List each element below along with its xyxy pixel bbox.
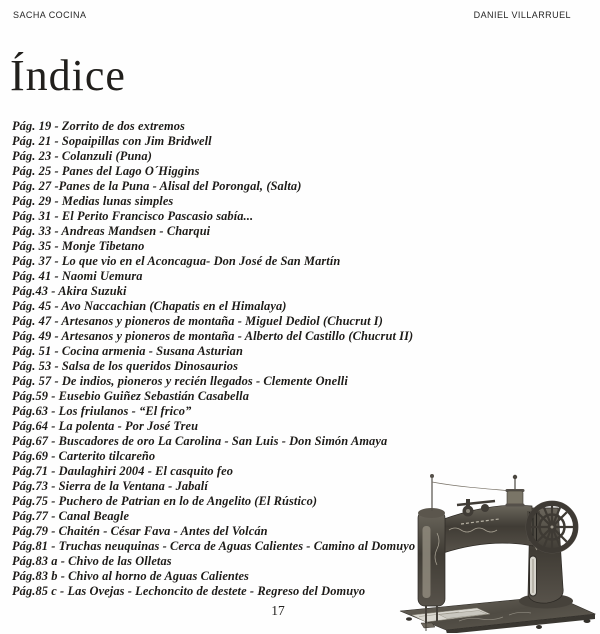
index-entry: Pág.81 - Truchas neuquinas - Cerca de Aguas Calientes - Camino al Domuyo — [12, 539, 416, 553]
sewing-machine-illustration — [399, 438, 599, 633]
index-entry: Pág. 41 - Naomi Uemura — [12, 269, 143, 283]
index-entry: Pág. 33 - Andreas Mandsen - Charqui — [12, 224, 211, 238]
index-entry: Pág.83 a - Chivo de las Olletas — [12, 554, 172, 568]
index-entry: Pág.73 - Sierra de la Ventana - Jabalí — [12, 479, 208, 493]
index-entry: Pág.75 - Puchero de Patrian en lo de Angelito (El Rústico) — [12, 494, 318, 508]
index-entry: Pág.85 c - Las Ovejas - Lechoncito de destete - Regreso del Domuyo — [12, 584, 366, 598]
index-entry: Pág. 25 - Panes del Lago O´Higgins — [12, 164, 200, 178]
index-entry: Pág. 27 -Panes de la Puna - Alisal del Porongal, (Salta) — [12, 179, 302, 193]
index-entry: Pág.79 - Chaitén - César Fava - Antes del Volcán — [12, 524, 268, 538]
index-entry: Pág. 29 - Medias lunas simples — [12, 194, 174, 208]
index-entry: Pág.67 - Buscadores de oro La Carolina - San Luis - Don Simón Amaya — [12, 434, 388, 448]
page-title: Índice — [10, 51, 126, 100]
index-entry: Pág. 53 - Salsa de los queridos Dinosaurios — [12, 359, 238, 373]
index-entry: Pág.43 - Akira Suzuki — [12, 284, 127, 298]
index-entry: Pág.63 - Los friulanos - “El frico” — [12, 404, 192, 418]
index-entry: Pág. 51 - Cocina armenia - Susana Asturian — [12, 344, 243, 358]
index-entry: Pág. 47 - Artesanos y pioneros de montaña - Miguel Dediol (Chucrut I) — [12, 314, 383, 328]
index-entry: Pág. 35 - Monje Tibetano — [12, 239, 145, 253]
index-entry: Pág.59 - Eusebio Guiñez Sebastián Casabella — [12, 389, 249, 403]
index-entry: Pág.64 - La polenta - Por José Treu — [12, 419, 199, 433]
index-entry: Pág.83 b - Chivo al horno de Aguas Calientes — [12, 569, 249, 583]
index-entry: Pág.71 - Daulaghiri 2004 - El casquito feo — [12, 464, 234, 478]
page-number: 17 — [271, 603, 285, 618]
index-entry: Pág. 49 - Artesanos y pioneros de montaña - Alberto del Castillo (Chucrut II) — [12, 329, 414, 343]
running-header-book-title: SACHA COCINA — [13, 10, 87, 20]
index-entry: Pág. 45 - Avo Naccachian (Chapatis en el Himalaya) — [12, 299, 287, 313]
index-entry: Pág. 31 - El Perito Francisco Pascasio sabía... — [12, 209, 254, 223]
running-header-author: DANIEL VILLARRUEL — [473, 10, 571, 20]
index-entry: Pág. 57 - De indios, pioneros y recién llegados - Clemente Onelli — [12, 374, 348, 388]
index-entry: Pág.77 - Canal Beagle — [12, 509, 130, 523]
index-entry: Pág. 21 - Sopaipillas con Jim Bridwell — [12, 134, 212, 148]
table-of-contents — [12, 119, 415, 599]
index-entry: Pág.69 - Carterito tilcareño — [12, 449, 156, 463]
index-entry: Pág. 23 - Colanzuli (Puna) — [12, 149, 152, 163]
index-entry: Pág. 37 - Lo que vio en el Aconcagua- Don José de San Martín — [12, 254, 341, 268]
index-entry: Pág. 19 - Zorrito de dos extremos — [12, 119, 185, 133]
